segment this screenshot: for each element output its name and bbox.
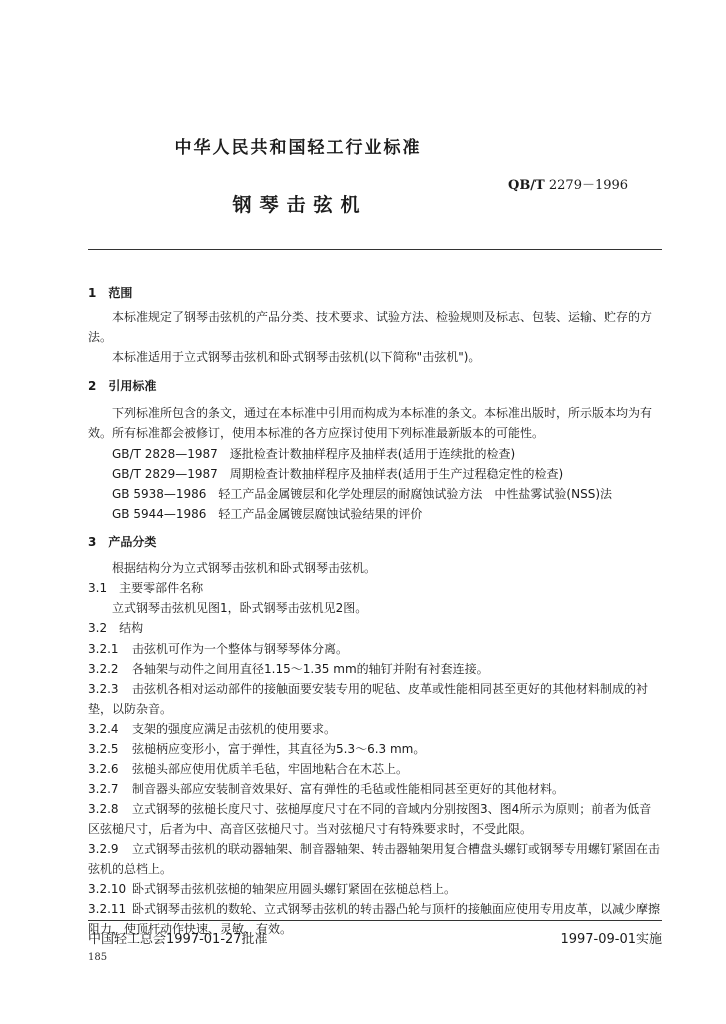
clause-text: 支架的强度应满足击弦机的使用要求。 — [132, 722, 337, 736]
clause-number: 3.2.6 — [88, 762, 119, 776]
clause-item — [88, 759, 662, 779]
header-rule — [88, 249, 662, 250]
clause-text: 立式钢琴的弦槌长度尺寸、弦槌厚度尺寸在不同的音域内分别按图3、图4所示为原则；前者为低音区弦槌尺寸，后者为中、高音区弦槌尺寸。当对弦槌尺寸有特殊要求时，不受此限。 — [88, 802, 652, 836]
reference-item: GB/T 2829—1987 周期检查计数抽样程序及抽样表(适用于生产过程稳定性的检查) — [112, 467, 564, 481]
clause-item — [88, 739, 662, 759]
standard-number: 2279－1996 — [548, 178, 629, 193]
reference-item: GB 5938—1986 轻工产品金属镀层和化学处理层的耐腐蚀试验方法 中性盐雾试验(NSS)法 — [112, 487, 613, 501]
clause-number: 3.2.1 — [88, 642, 119, 656]
clause-text: 击弦机各相对运动部件的接触面要安装专用的呢毡、皮革或性能相同甚至更好的其他材料制成的衬垫，以防杂音。 — [88, 682, 649, 716]
clause-item — [88, 659, 662, 679]
clause-3-1-text: 立式钢琴击弦机见图1，卧式钢琴击弦机见2图。 — [112, 601, 368, 615]
clause-text: 立式钢琴击弦机的联动器轴架、制音器轴架、转击器轴架用复合槽盘头螺钉或钢琴专用螺钉紧固在击弦机的总档上。 — [88, 842, 661, 876]
clause-number: 3.2.8 — [88, 802, 119, 816]
section-1-para-2: 本标准适用于立式钢琴击弦机和卧式钢琴击弦机(以下简称"击弦机")。 — [112, 350, 481, 364]
clause-text: 弦槌柄应变形小，富于弹性，其直径为5.3～6.3 mm。 — [132, 742, 426, 756]
clause-text: 击弦机可作为一个整体与钢琴琴体分离。 — [132, 642, 349, 656]
org-title: 中华人民共和国轻工行业标准 — [174, 138, 422, 158]
approval-date: 中国轻工总会1997-01-27批准 — [88, 932, 268, 947]
reference-item: GB 5944—1986 轻工产品金属镀层腐蚀试验结果的评价 — [112, 507, 423, 521]
clause-number: 3.2.10 — [88, 882, 127, 896]
clause-number: 3.2.5 — [88, 742, 119, 756]
clause-item — [88, 799, 662, 839]
clause-item — [88, 779, 662, 799]
footer-rule — [88, 920, 662, 921]
section-2-heading: 2 引用标准 — [88, 379, 157, 393]
clause-item — [88, 839, 662, 879]
clause-number: 3.2.9 — [88, 842, 119, 856]
implementation-date: 1997-09-01实施 — [560, 932, 662, 947]
clause-item — [88, 679, 662, 719]
clause-number: 3.2.3 — [88, 682, 119, 696]
clause-number: 3.2.7 — [88, 782, 119, 796]
section-3-heading: 3 产品分类 — [88, 535, 157, 549]
clause-text: 各轴架与动件之间用直径1.15～1.35 mm的轴钉并附有衬套连接。 — [132, 662, 489, 676]
clause-text: 制音器头部应安装制音效果好、富有弹性的毛毡或性能相同甚至更好的其他材料。 — [132, 782, 565, 796]
clause-number: 3.2.11 — [88, 902, 127, 916]
section-2-para-1: 下列标准所包含的条文，通过在本标准中引用而构成为本标准的条文。本标准出版时，所示版本均为有效。所有标准都会被修订，使用本标准的各方应探讨使用下列标准最新版本的可能性。 — [88, 406, 653, 440]
clause-number: 3.2.2 — [88, 662, 119, 676]
page-number: 185 — [88, 952, 108, 963]
section-1-para-1: 本标准规定了钢琴击弦机的产品分类、技术要求、试验方法、检验规则及标志、包装、运输、贮存的方法。 — [88, 310, 653, 344]
clause-item — [88, 719, 662, 739]
clause-text: 卧式钢琴击弦机的数轮、立式钢琴击弦机的转击器凸轮与顶杆的接触面应使用专用皮革，以减少摩擦阻力，使顶杆动作快速、灵敏、有效。 — [88, 902, 661, 936]
clause-text: 卧式钢琴击弦机弦槌的轴架应用圆头螺钉紧固在弦槌总档上。 — [132, 882, 457, 896]
document-title: 钢琴击弦机 — [232, 194, 368, 216]
section-3-para-1: 根据结构分为立式钢琴击弦机和卧式钢琴击弦机。 — [112, 561, 377, 575]
reference-item: GB/T 2828—1987 逐批检查计数抽样程序及抽样表(适用于连续批的检查) — [112, 447, 516, 461]
clause-3-2-heading: 3.2 结构 — [88, 621, 144, 635]
clause-3-1-heading: 3.1 主要零部件名称 — [88, 581, 204, 595]
standard-prefix: QB/T — [508, 178, 545, 193]
clause-item — [88, 879, 662, 899]
clause-text: 弦槌头部应使用优质羊毛毡，牢固地粘合在木芯上。 — [132, 762, 409, 776]
section-1-heading: 1 范围 — [88, 286, 133, 300]
clause-number: 3.2.4 — [88, 722, 119, 736]
clause-item — [88, 639, 662, 659]
